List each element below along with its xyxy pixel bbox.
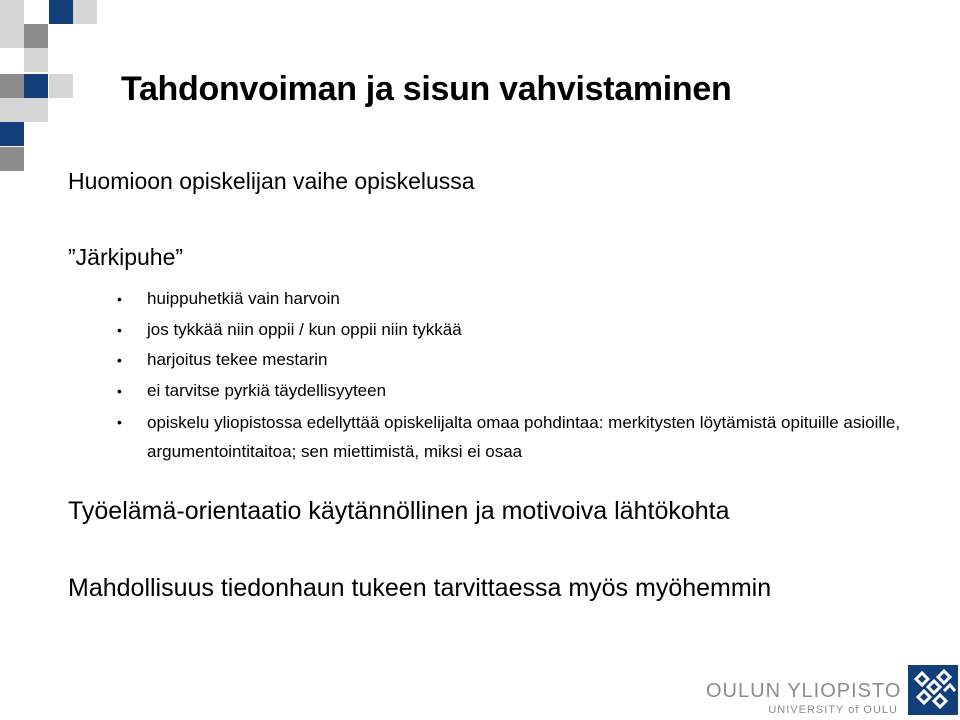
university-logo xyxy=(706,680,902,717)
university-emblem-icon xyxy=(908,665,958,715)
section-heading: ”Järkipuhe” xyxy=(68,244,184,270)
square-mosaic-decoration xyxy=(0,0,110,175)
worklife-point: Työelämä-orientaatio käytännöllinen ja motivoiva lähtökohta xyxy=(68,497,730,525)
bullet-dot: • xyxy=(117,321,122,338)
bullet-text: opiskelu yliopistossa edellyttää opiskelijalta omaa pohdintaa: merkitysten löytämistä opituille asioille, argumentointitaitoa; sen miettimistä, miksi ei osaa xyxy=(147,413,901,461)
subtitle: Huomioon opiskelijan vaihe opiskelussa xyxy=(68,168,475,194)
bullet-text: huippuhetkiä vain harvoin xyxy=(147,289,340,308)
info-support-point: Mahdollisuus tiedonhaun tukeen tarvittaessa myös myöhemmin xyxy=(68,574,772,602)
bullet-text: harjoitus tekee mestarin xyxy=(147,350,328,369)
bullet-dot: • xyxy=(117,291,122,307)
bullet-dot: • xyxy=(117,382,122,399)
bullet-item xyxy=(117,284,907,315)
bullet-list xyxy=(117,284,907,466)
bullet-item xyxy=(117,376,907,407)
bullet-dot: • xyxy=(117,352,122,368)
bullet-item xyxy=(117,345,907,376)
bullet-dot: • xyxy=(117,414,122,430)
bullet-item xyxy=(117,315,907,346)
bullet-text: ei tarvitse pyrkiä täydellisyyteen xyxy=(147,380,387,400)
bullet-text: jos tykkää niin oppii / kun oppii niin tykkää xyxy=(147,319,462,339)
logo-subname: UNIVERSITY of OULU xyxy=(768,704,898,716)
bullet-item xyxy=(117,408,907,466)
logo-name: OULUN YLIOPISTO xyxy=(706,680,902,702)
slide-title: Tahdonvoiman ja sisun vahvistaminen xyxy=(121,70,732,108)
